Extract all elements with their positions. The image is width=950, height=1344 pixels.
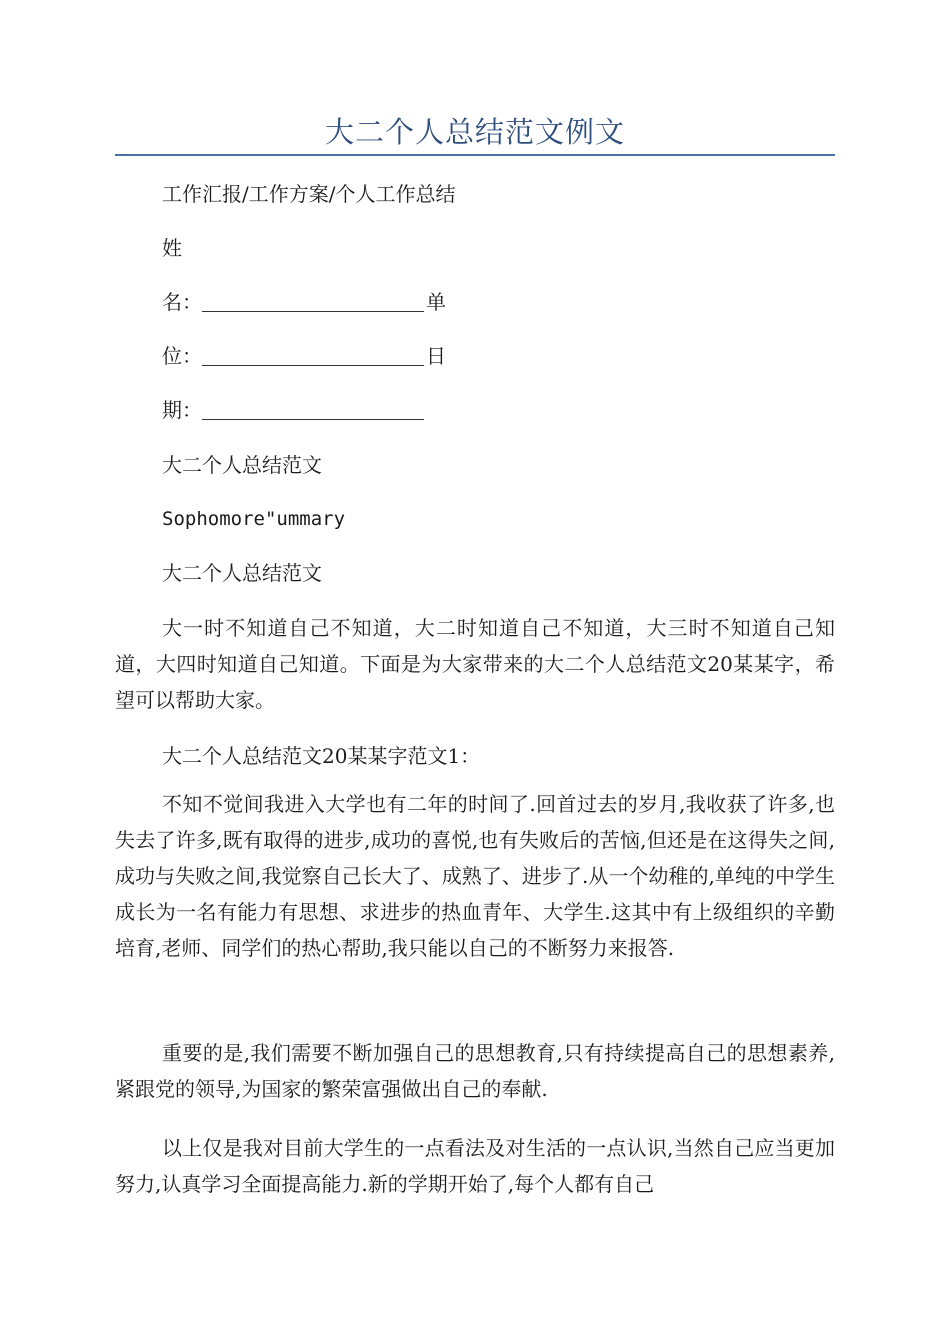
paragraph-body-3: 以上仅是我对目前大学生的一点看法及对生活的一点认识,当然自己应当更加努力,认真学习全面提高能力.新的学期开始了,每个人都有自己 <box>115 1136 835 1196</box>
paragraph-subheading: 大二个人总结范文20某某字范文1： <box>162 744 481 768</box>
name-blank-field[interactable] <box>202 291 424 312</box>
paragraph-body-2: 重要的是,我们需要不断加强自己的思想教育,只有持续提高自己的思想素养,紧跟党的领导,为国家的繁荣富强做出自己的奉献. <box>115 1041 835 1101</box>
date-blank-field[interactable] <box>202 399 424 420</box>
form-label-qi: 期： <box>162 398 202 422</box>
paragraph-body-1: 不知不觉间我进入大学也有二年的时间了.回首过去的岁月,我收获了许多,也失去了许多,既有取得的进步,成功的喜悦,也有失败后的苦恼,但还是在这得失之间,成功与失败之间,我觉察自己长大了、成熟了、进步了.从一个幼稚的,单纯的中学生成长为一名有能力有思想、求进步的热血青年、大学生.这其中有上级组织的辛勤培育,老师、同学们的热心帮助,我只能以自己的不断努力来报答. <box>115 792 835 960</box>
paragraph-intro: 大一时不知道自己不知道，大二时知道自己不知道，大三时不知道自己知道，大四时知道自己知道。下面是为大家带来的大二个人总结范文20某某字，希望可以帮助大家。 <box>115 616 835 712</box>
heading-2: 大二个人总结范文 <box>162 561 322 585</box>
heading-1: 大二个人总结范文 <box>162 453 322 477</box>
form-label-dan: 单 <box>426 290 446 314</box>
category-line: 工作汇报/工作方案/个人工作总结 <box>162 182 456 206</box>
form-label-ming: 名： <box>162 290 202 314</box>
form-line-name-start <box>162 234 182 262</box>
form-line-name <box>162 288 446 316</box>
form-label-xing: 姓 <box>162 236 182 260</box>
form-line-unit <box>162 342 446 370</box>
unit-blank-field[interactable] <box>202 345 424 366</box>
form-label-wei: 位： <box>162 344 202 368</box>
form-label-ri: 日 <box>426 344 446 368</box>
document-title: 大二个人总结范文例文 <box>324 115 625 149</box>
title-underline <box>115 154 835 156</box>
english-title: Sophomore"ummary <box>162 508 346 530</box>
form-line-date <box>162 396 426 424</box>
